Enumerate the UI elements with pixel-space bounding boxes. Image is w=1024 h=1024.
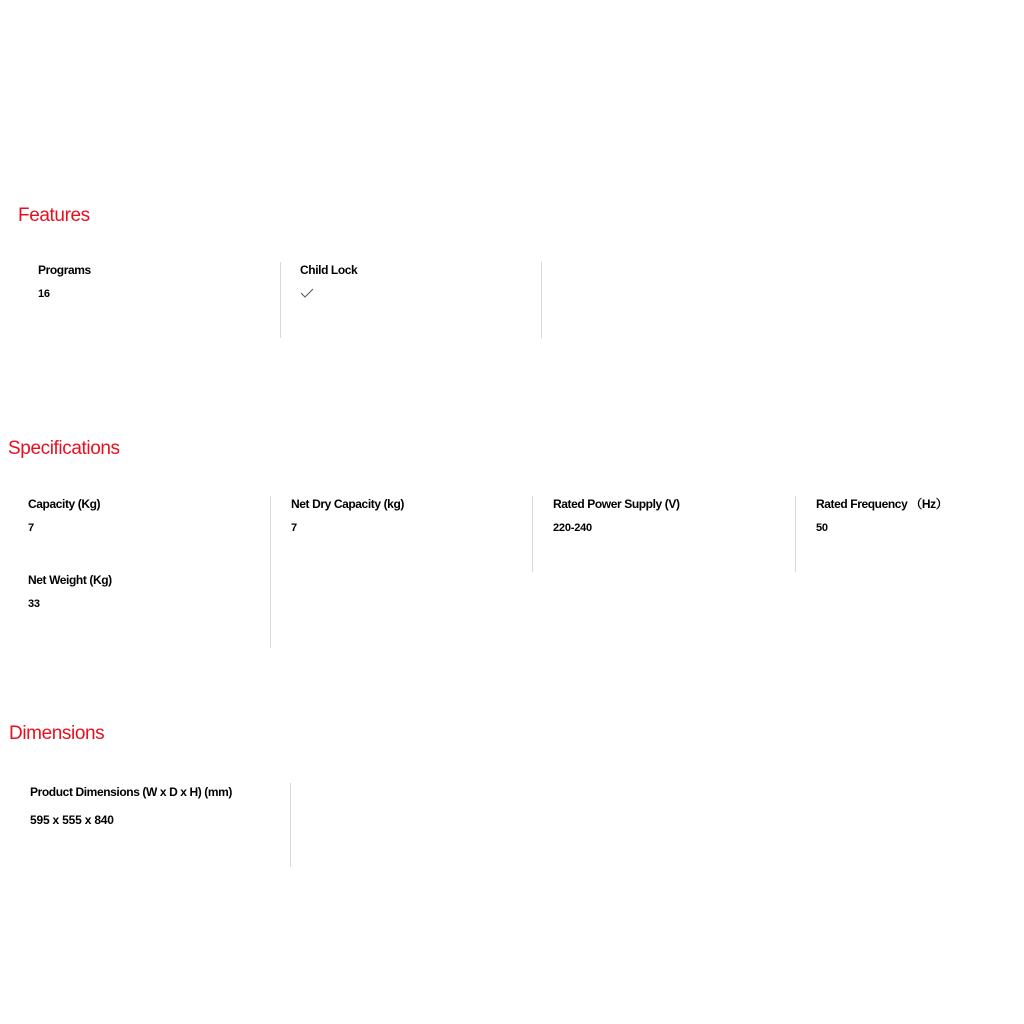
specifications-heading: Specifications [8, 438, 120, 459]
features-heading: Features [18, 205, 90, 226]
dimension-value: 595 x 555 x 840 [30, 813, 114, 827]
spec-label: Capacity (Kg) [28, 497, 101, 511]
spec-label: Rated Frequency （Hz） [816, 497, 948, 511]
spec-value: 50 [816, 522, 828, 534]
feature-label: Programs [38, 263, 91, 277]
feature-label: Child Lock [300, 263, 358, 277]
spec-label: Rated Power Supply (V) [553, 497, 680, 511]
spec-value: 220-240 [553, 522, 592, 534]
column-divider [290, 783, 291, 867]
spec-value: 7 [28, 522, 34, 534]
dimension-label: Product Dimensions (W x D x H) (mm) [30, 785, 233, 799]
spec-value: 7 [291, 522, 297, 534]
feature-value: 16 [38, 288, 50, 300]
spec-label: Net Dry Capacity (kg) [291, 497, 404, 511]
checkmark-icon [300, 288, 314, 298]
column-divider [270, 496, 271, 648]
spec-value: 33 [28, 598, 40, 610]
column-divider [532, 496, 533, 572]
spec-label: Net Weight (Kg) [28, 573, 112, 587]
column-divider [280, 262, 281, 338]
dimensions-heading: Dimensions [9, 723, 105, 744]
column-divider [541, 262, 542, 338]
column-divider [795, 496, 796, 572]
